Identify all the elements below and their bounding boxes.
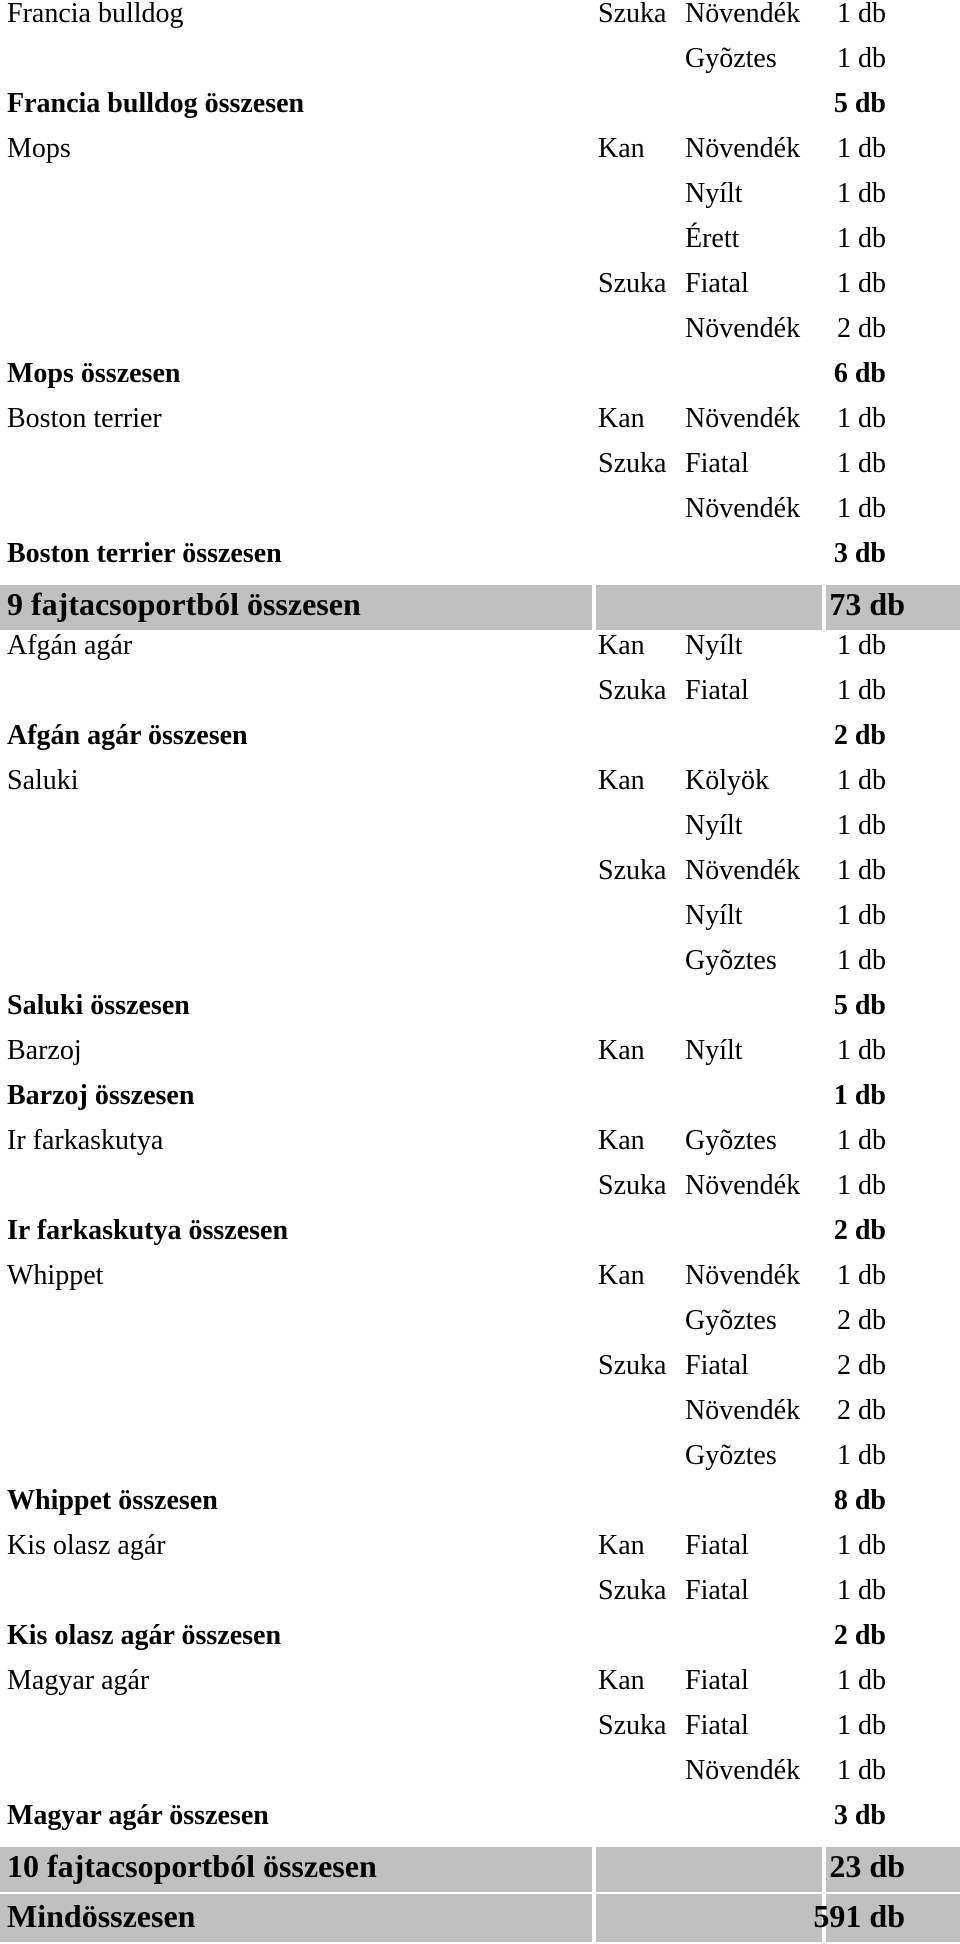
count-cell: 1 db [837, 675, 886, 706]
class-cell: Fiatal [685, 1530, 749, 1561]
entry-row [0, 225, 960, 270]
entry-row [0, 495, 960, 540]
subtotal-count: 2 db [833, 1620, 886, 1651]
class-cell: Fiatal [685, 1575, 749, 1606]
total-spacer-band [596, 1894, 822, 1942]
class-cell: Növendék [685, 1170, 801, 1201]
class-cell: Növendék [685, 403, 801, 434]
count-cell: 1 db [837, 403, 886, 434]
subtotal-label: Saluki összesen [7, 990, 190, 1021]
entry-row [0, 1442, 960, 1487]
subtotal-label: Boston terrier összesen [7, 538, 282, 569]
sex-cell: Kan [598, 1035, 645, 1066]
count-cell: 1 db [837, 268, 886, 299]
entry-row [0, 767, 960, 812]
entry-row [0, 135, 960, 180]
class-cell: Fiatal [685, 1710, 749, 1741]
count-cell: 1 db [837, 1575, 886, 1606]
class-cell: Érett [685, 223, 740, 254]
class-cell: Gyõztes [685, 945, 777, 976]
breed-subtotal-row [0, 1082, 960, 1127]
entry-row [0, 1127, 960, 1172]
breed-subtotal-row [0, 1217, 960, 1262]
count-cell: 1 db [837, 133, 886, 164]
class-cell: Nyílt [685, 810, 743, 841]
count-cell: 1 db [837, 1170, 886, 1201]
breed-subtotal-row [0, 992, 960, 1037]
breed-name-cell: Whippet [7, 1260, 104, 1291]
subtotal-label: Ir farkaskutya összesen [7, 1215, 289, 1246]
count-cell: 1 db [837, 223, 886, 254]
class-cell: Növendék [685, 855, 801, 886]
breed-name-cell: Saluki [7, 765, 79, 796]
count-cell: 1 db [837, 855, 886, 886]
class-cell: Nyílt [685, 1035, 743, 1066]
class-cell: Növendék [685, 133, 801, 164]
entry-row [0, 632, 960, 677]
subtotal-label: Whippet összesen [7, 1485, 218, 1516]
sex-cell: Szuka [598, 1170, 667, 1201]
entry-row [0, 270, 960, 315]
breed-name-cell: Ir farkaskutya [7, 1125, 164, 1156]
sex-cell: Szuka [598, 1350, 667, 1381]
class-cell: Gyõztes [685, 1440, 777, 1471]
entry-row [0, 902, 960, 947]
class-cell: Növendék [685, 1260, 801, 1291]
breed-name-cell: Kis olasz agár [7, 1530, 166, 1561]
entry-row [0, 677, 960, 722]
class-cell: Növendék [685, 1755, 801, 1786]
count-cell: 1 db [837, 945, 886, 976]
breed-name-cell: Mops [7, 133, 71, 164]
grand-total-label: Mindösszesen [7, 1898, 196, 1934]
class-cell: Növendék [685, 1395, 801, 1426]
count-cell: 1 db [837, 1755, 886, 1786]
class-cell: Gyõztes [685, 1125, 777, 1156]
count-cell: 1 db [837, 1710, 886, 1741]
subtotal-count: 2 db [833, 1215, 886, 1246]
breed-subtotal-row [0, 1622, 960, 1667]
sex-cell: Kan [598, 133, 645, 164]
subtotal-count: 8 db [833, 1485, 886, 1516]
entry-row [0, 1352, 960, 1397]
class-cell: Növendék [685, 313, 801, 344]
sex-cell: Kan [598, 765, 645, 796]
sex-cell: Kan [598, 403, 645, 434]
count-cell: 1 db [837, 1125, 886, 1156]
entry-row [0, 0, 960, 45]
entry-row [0, 1667, 960, 1712]
sex-cell: Szuka [598, 1575, 667, 1606]
group-total-label: 10 fajtacsoportból összesen [7, 1848, 377, 1884]
group-total-row [0, 1847, 960, 1894]
entry-row [0, 1037, 960, 1082]
subtotal-count: 5 db [833, 990, 886, 1021]
breed-subtotal-row [0, 1802, 960, 1847]
count-cell: 1 db [837, 630, 886, 661]
sex-cell: Szuka [598, 855, 667, 886]
entry-row [0, 812, 960, 857]
entry-row [0, 45, 960, 90]
grand-total-row [0, 1894, 960, 1944]
breed-name-cell: Boston terrier [7, 403, 162, 434]
count-cell: 1 db [837, 1260, 886, 1291]
count-cell: 1 db [837, 0, 886, 29]
count-cell: 2 db [837, 1350, 886, 1381]
count-cell: 1 db [837, 1035, 886, 1066]
breed-name-cell: Afgán agár [7, 630, 133, 661]
count-cell: 1 db [837, 810, 886, 841]
subtotal-count: 3 db [833, 538, 886, 569]
sex-cell: Szuka [598, 268, 667, 299]
sex-cell: Szuka [598, 1710, 667, 1741]
subtotal-count: 2 db [833, 720, 886, 751]
entry-row [0, 315, 960, 360]
subtotal-count: 5 db [833, 88, 886, 119]
class-cell: Gyõztes [685, 1305, 777, 1336]
breed-subtotal-row [0, 540, 960, 585]
count-cell: 1 db [837, 43, 886, 74]
sex-cell: Szuka [598, 0, 667, 29]
entry-row [0, 1577, 960, 1622]
sex-cell: Kan [598, 630, 645, 661]
entry-row [0, 405, 960, 450]
class-cell: Fiatal [685, 1350, 749, 1381]
subtotal-label: Francia bulldog összesen [7, 88, 305, 119]
entry-row [0, 180, 960, 225]
entry-row [0, 1172, 960, 1217]
entry-row [0, 1262, 960, 1307]
breed-subtotal-row [0, 360, 960, 405]
class-cell: Fiatal [685, 1665, 749, 1696]
sex-cell: Szuka [598, 448, 667, 479]
sex-cell: Kan [598, 1530, 645, 1561]
count-cell: 1 db [837, 1440, 886, 1471]
class-cell: Növendék [685, 493, 801, 524]
class-cell: Fiatal [685, 675, 749, 706]
count-cell: 1 db [837, 448, 886, 479]
class-cell: Fiatal [685, 268, 749, 299]
group-total-count: 73 db [829, 586, 905, 622]
breed-name-cell: Barzoj [7, 1035, 82, 1066]
count-cell: 1 db [837, 1665, 886, 1696]
count-cell: 1 db [837, 1530, 886, 1561]
class-cell: Fiatal [685, 448, 749, 479]
count-cell: 2 db [837, 1305, 886, 1336]
subtotal-label: Kis olasz agár összesen [7, 1620, 282, 1651]
count-cell: 2 db [837, 313, 886, 344]
class-cell: Nyílt [685, 630, 743, 661]
class-cell: Gyõztes [685, 43, 777, 74]
breed-subtotal-row [0, 1487, 960, 1532]
entry-row [0, 857, 960, 902]
sex-cell: Szuka [598, 675, 667, 706]
subtotal-label: Barzoj összesen [7, 1080, 195, 1111]
count-cell: 1 db [837, 178, 886, 209]
total-spacer-band [596, 1847, 822, 1892]
entry-row [0, 1397, 960, 1442]
class-cell: Kölyök [685, 765, 769, 796]
entry-row [0, 1307, 960, 1352]
group-total-label: 9 fajtacsoportból összesen [7, 586, 361, 622]
subtotal-label: Magyar agár összesen [7, 1800, 269, 1831]
breed-subtotal-row [0, 722, 960, 767]
subtotal-count: 6 db [833, 358, 886, 389]
class-cell: Nyílt [685, 900, 743, 931]
group-total-count: 23 db [829, 1848, 905, 1884]
total-spacer-band [596, 585, 822, 630]
sex-cell: Kan [598, 1125, 645, 1156]
breed-name-cell: Magyar agár [7, 1665, 150, 1696]
entry-row [0, 947, 960, 992]
sex-cell: Kan [598, 1260, 645, 1291]
entry-row [0, 1712, 960, 1757]
count-cell: 1 db [837, 493, 886, 524]
class-cell: Nyílt [685, 178, 743, 209]
group-total-row [0, 585, 960, 632]
entry-row [0, 1757, 960, 1802]
grand-total-count: 591 db [813, 1898, 905, 1934]
subtotal-label: Afgán agár összesen [7, 720, 248, 751]
entry-row [0, 1532, 960, 1577]
subtotal-label: Mops összesen [7, 358, 181, 389]
breed-subtotal-row [0, 90, 960, 135]
entry-row [0, 450, 960, 495]
count-cell: 1 db [837, 765, 886, 796]
subtotal-count: 1 db [833, 1080, 886, 1111]
subtotal-count: 3 db [833, 1800, 886, 1831]
count-cell: 2 db [837, 1395, 886, 1426]
breed-name-cell: Francia bulldog [7, 0, 184, 29]
sex-cell: Kan [598, 1665, 645, 1696]
count-cell: 1 db [837, 900, 886, 931]
class-cell: Növendék [685, 0, 801, 29]
